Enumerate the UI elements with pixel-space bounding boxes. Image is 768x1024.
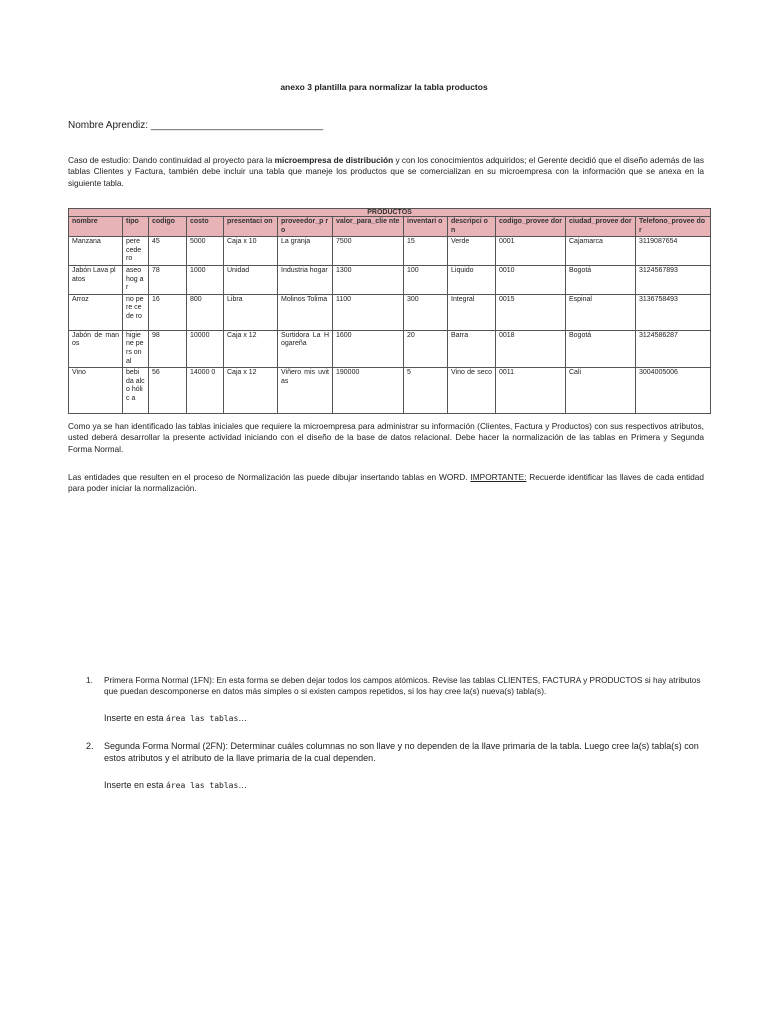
table-cell: no pere cede ro (123, 294, 149, 330)
case-bold: microempresa de distribución (274, 155, 394, 165)
table-cell: 5000 (187, 237, 224, 266)
table-cell: 56 (149, 368, 187, 414)
column-header: tipo (123, 217, 149, 237)
table-cell: Cajamarca (566, 237, 636, 266)
column-header: descripci on (448, 217, 496, 237)
table-cell: Espinal (566, 294, 636, 330)
table-cell: Vino de seco (448, 368, 496, 414)
table-cell: Libra (224, 294, 278, 330)
table-cell: Industria hogar (278, 265, 333, 294)
table-cell: Caja x 12 (224, 368, 278, 414)
table-header-row (69, 217, 711, 237)
list-number: 1. (86, 675, 93, 685)
normalization-note-paragraph (68, 472, 704, 495)
column-header: nombre (69, 217, 123, 237)
table-cell: Liquido (448, 265, 496, 294)
table-cell: 3124586287 (636, 330, 711, 367)
table-cell: Molinos Tolima (278, 294, 333, 330)
instructions-paragraph: Como ya se han identificado las tablas iniciales que requiere la microempresa para administrar su información (Clientes, Factura y Productos) con sus respectivos atributos, usted deberá desarrollar la presente actividad iniciando con el diseño de la base de datos relacional. Debe hacer la normalización de las tablas en Primera y Segunda Forma Normal. (68, 421, 704, 454)
column-header: proveedor_p ro (278, 217, 333, 237)
table-cell: 100 (404, 265, 448, 294)
case-intro: Caso de estudio: Dando continuidad al proyecto para la (68, 155, 275, 165)
table-cell: 0010 (496, 265, 566, 294)
productos-table (68, 208, 711, 414)
list-number: 2. (86, 741, 94, 751)
column-header: codigo (149, 217, 187, 237)
table-cell: 0018 (496, 330, 566, 367)
table-cell: 1000 (187, 265, 224, 294)
insert-prefix: Inserte en esta (104, 713, 167, 723)
case-rest: y con los conocimientos adquiridos; el Gerente decidió que el diseño además de las tablas Clientes y Factura, también debe incluir una tabla que maneje los productos que se comercializan en su microempresa con la información que se anexa en la siguiente tabla. (68, 155, 704, 188)
insert-mono: área las tablas (166, 714, 239, 723)
table-cell: Verde (448, 237, 496, 266)
table-cell: 3124567893 (636, 265, 711, 294)
list-item-text: Segunda Forma Normal (2FN): Determinar cuáles columnas no son llave y no dependen de la llave primaria de la tabla. Luego cree la(s) tabla(s) con estos atributos y el atributo de la llave primaria de la cual dependen. (104, 741, 699, 763)
table-cell: 1600 (333, 330, 404, 367)
table-cell: 0015 (496, 294, 566, 330)
insert-prefix: Inserte en esta (104, 780, 167, 790)
important-label: IMPORTANTE: (470, 472, 527, 482)
table-cell: 800 (187, 294, 224, 330)
table-cell: 300 (404, 294, 448, 330)
table-row (69, 330, 711, 367)
table-row (69, 265, 711, 294)
table-row (69, 294, 711, 330)
list-item-1fn (86, 675, 704, 698)
column-header: Telefono_provee dor (636, 217, 711, 237)
table-cell: 5 (404, 368, 448, 414)
table-cell: 78 (149, 265, 187, 294)
column-header: valor_para_clie nte (333, 217, 404, 237)
case-study-paragraph (68, 155, 704, 189)
table-cell: Caja x 12 (224, 330, 278, 367)
table-cell: Manzana (69, 237, 123, 266)
table-cell: bebi da alco hólic a (123, 368, 149, 414)
table-cell: Surtidora La Hogareña (278, 330, 333, 367)
table-caption: PRODUCTOS (69, 209, 711, 217)
insert-placeholder-1 (104, 713, 247, 723)
list-item-2fn (86, 740, 704, 764)
column-header: presentaci on (224, 217, 278, 237)
student-name-line: Nombre Aprendiz: _______________________________ (68, 120, 324, 131)
table-cell: 14000 0 (187, 368, 224, 414)
document-title: anexo 3 plantilla para normalizar la tabla productos (280, 82, 488, 92)
table-cell: Arroz (69, 294, 123, 330)
table-cell: pere cede ro (123, 237, 149, 266)
insert-mono: área las tablas (166, 781, 239, 790)
column-header: costo (187, 217, 224, 237)
table-row (69, 368, 711, 414)
insert-suffix: … (238, 780, 248, 790)
table-cell: Caja x 10 (224, 237, 278, 266)
table-cell: Viñero mis uvitas (278, 368, 333, 414)
table-cell: La granja (278, 237, 333, 266)
table-cell: aseo hog ar (123, 265, 149, 294)
table-cell: 0011 (496, 368, 566, 414)
column-header: codigo_provee dor (496, 217, 566, 237)
table-cell: Bogotá (566, 265, 636, 294)
table-cell: 7500 (333, 237, 404, 266)
table-cell: higie ne pers onal (123, 330, 149, 367)
insert-placeholder-2 (104, 780, 247, 790)
table-cell: 10000 (187, 330, 224, 367)
table-cell: 3119087654 (636, 237, 711, 266)
column-header: inventari o (404, 217, 448, 237)
table-cell: Unidad (224, 265, 278, 294)
table-cell: 16 (149, 294, 187, 330)
table-cell: Jabón de manos (69, 330, 123, 367)
table-cell: 98 (149, 330, 187, 367)
table-cell: Vino (69, 368, 123, 414)
table-cell: 3136758493 (636, 294, 711, 330)
table-cell: 1100 (333, 294, 404, 330)
table-cell: 3004005006 (636, 368, 711, 414)
list-item-text: Primera Forma Normal (1FN): En esta forma se deben dejar todos los campos atómicos. Revise las tablas CLIENTES, FACTURA y PRODUCTOS si hay atributos que puedan descomponerse en datos más simples o si existen campos repetidos, si los hay cree la(s) nueva(s) tabla(s). (104, 675, 701, 697)
table-cell: 45 (149, 237, 187, 266)
table-cell: 15 (404, 237, 448, 266)
table-row (69, 237, 711, 266)
table-cell: Jabón Lava platos (69, 265, 123, 294)
insert-suffix: … (238, 713, 248, 723)
table-cell: Integral (448, 294, 496, 330)
table-cell: Cali (566, 368, 636, 414)
table-cell: 190000 (333, 368, 404, 414)
table-cell: 20 (404, 330, 448, 367)
note-intro: Las entidades que resulten en el proceso de Normalización las puede dibujar insertando tablas en WORD. (68, 472, 471, 482)
column-header: ciudad_provee dor (566, 217, 636, 237)
table-cell: Barra (448, 330, 496, 367)
table-cell: Bogotá (566, 330, 636, 367)
note-rest: Recuerde identificar las llaves de cada entidad para poder iniciar la normalización. (68, 472, 704, 494)
table-cell: 1300 (333, 265, 404, 294)
table-cell: 0001 (496, 237, 566, 266)
